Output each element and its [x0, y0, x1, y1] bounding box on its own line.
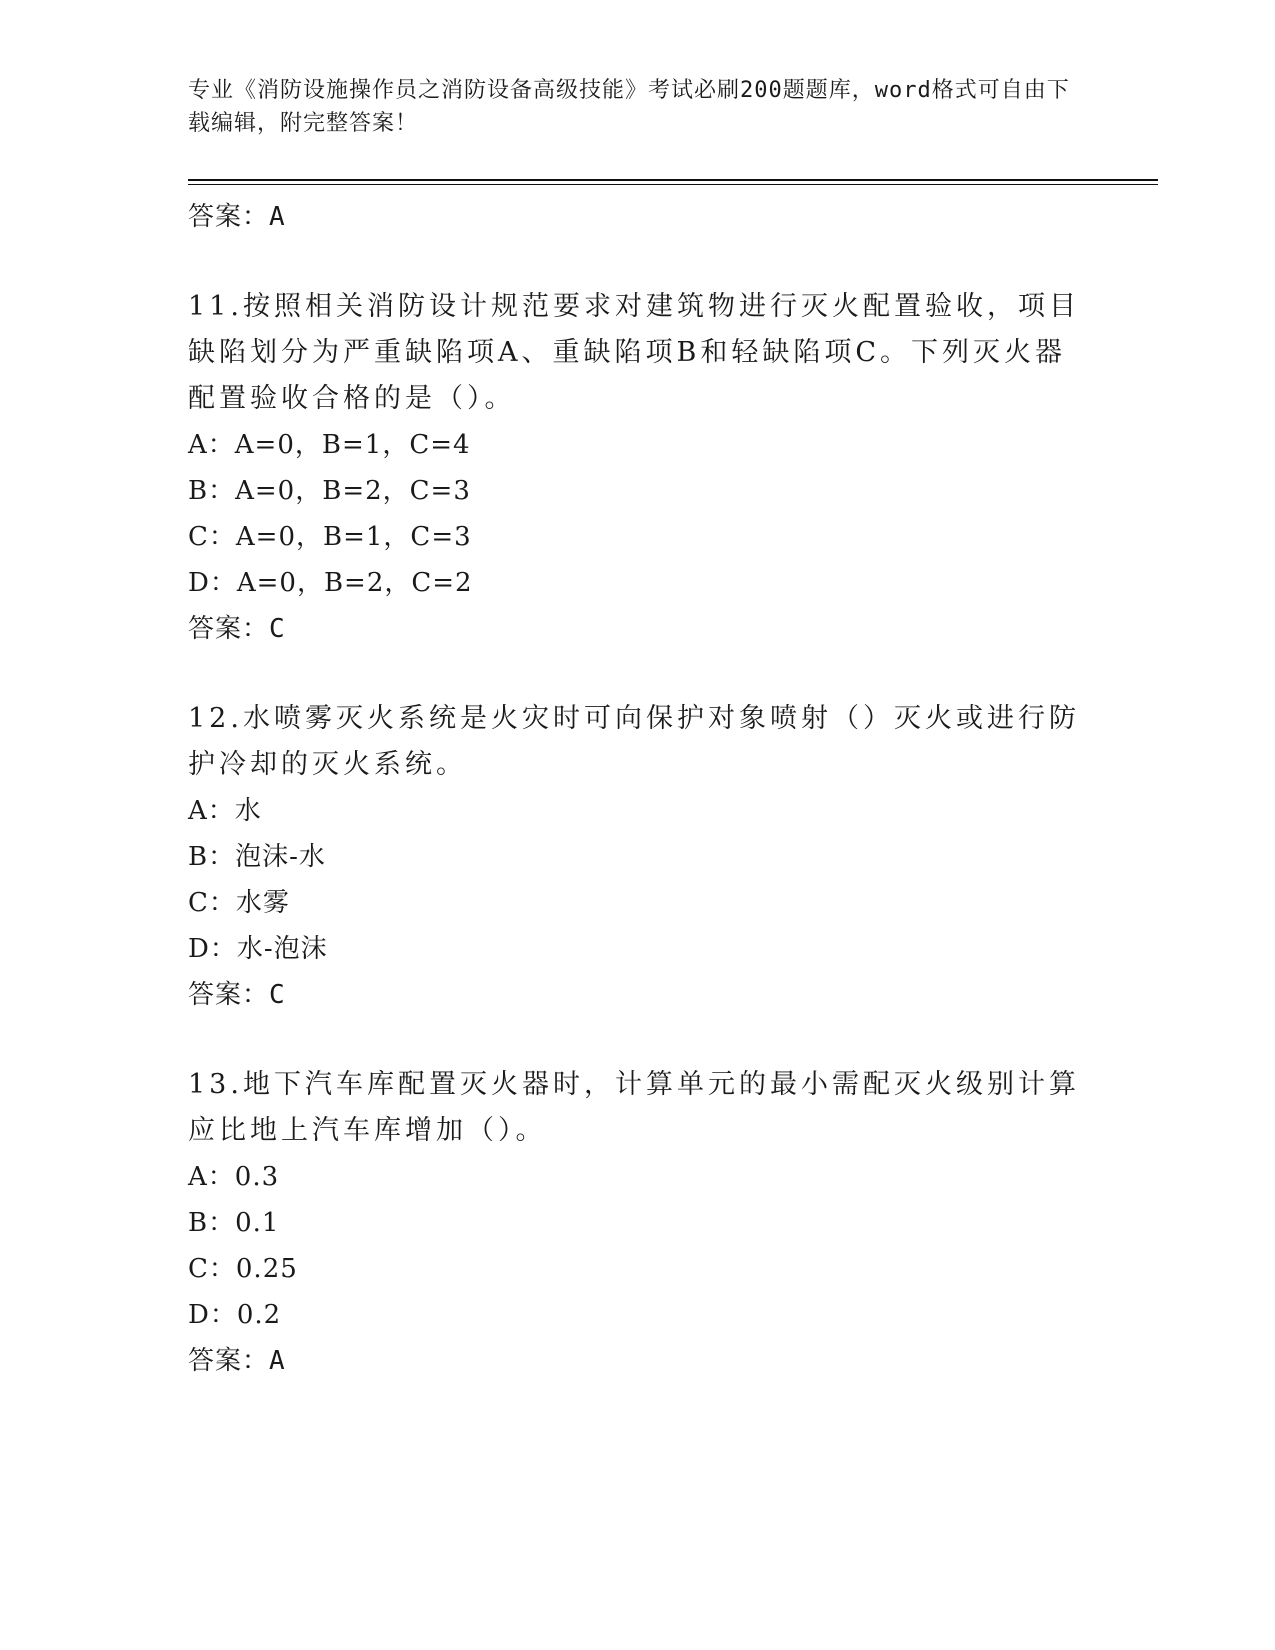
option-d: D：A=0，B=2，C=2	[188, 568, 473, 598]
option-c: C：水雾	[188, 888, 290, 918]
option-b: B：0.1	[188, 1208, 280, 1238]
answer: 答案：C	[188, 980, 286, 1010]
question-stem: 11.按照相关消防设计规范要求对建筑物进行灭火配置验收，项目缺陷划分为严重缺陷项A、重缺陷项B和轻缺陷项C。下列灭火器配置验收合格的是（）。	[188, 291, 1080, 414]
option-b: B：泡沫-水	[188, 842, 326, 872]
option-a: A：A=0，B=1，C=4	[188, 430, 471, 460]
question-11	[188, 284, 1088, 652]
option-d: D：水-泡沫	[188, 934, 328, 964]
option-a: A：水	[188, 796, 262, 826]
header-divider-thick	[188, 179, 1158, 181]
question-stem: 12.水喷雾灭火系统是火灾时可向保护对象喷射（）灭火或进行防护冷却的灭火系统。	[188, 703, 1080, 780]
document-header: 专业《消防设施操作员之消防设备高级技能》考试必刷200题题库，word格式可自由下载编辑，附完整答案！	[188, 78, 1070, 136]
question-12	[188, 696, 1088, 1018]
option-b: B：A=0，B=2，C=3	[188, 476, 471, 506]
answer-previous-question: 答案：A	[188, 202, 286, 232]
option-d: D：0.2	[188, 1300, 282, 1330]
answer: 答案：C	[188, 614, 286, 644]
option-a: A：0.3	[188, 1162, 280, 1192]
option-c: C：0.25	[188, 1254, 298, 1284]
option-c: C：A=0，B=1，C=3	[188, 522, 472, 552]
question-stem: 13.地下汽车库配置灭火器时，计算单元的最小需配灭火级别计算应比地上汽车库增加（）。	[188, 1069, 1080, 1146]
document-content	[188, 190, 1088, 1384]
question-13	[188, 1062, 1088, 1384]
header-divider-thin	[188, 184, 1158, 185]
answer: 答案：A	[188, 1346, 286, 1376]
